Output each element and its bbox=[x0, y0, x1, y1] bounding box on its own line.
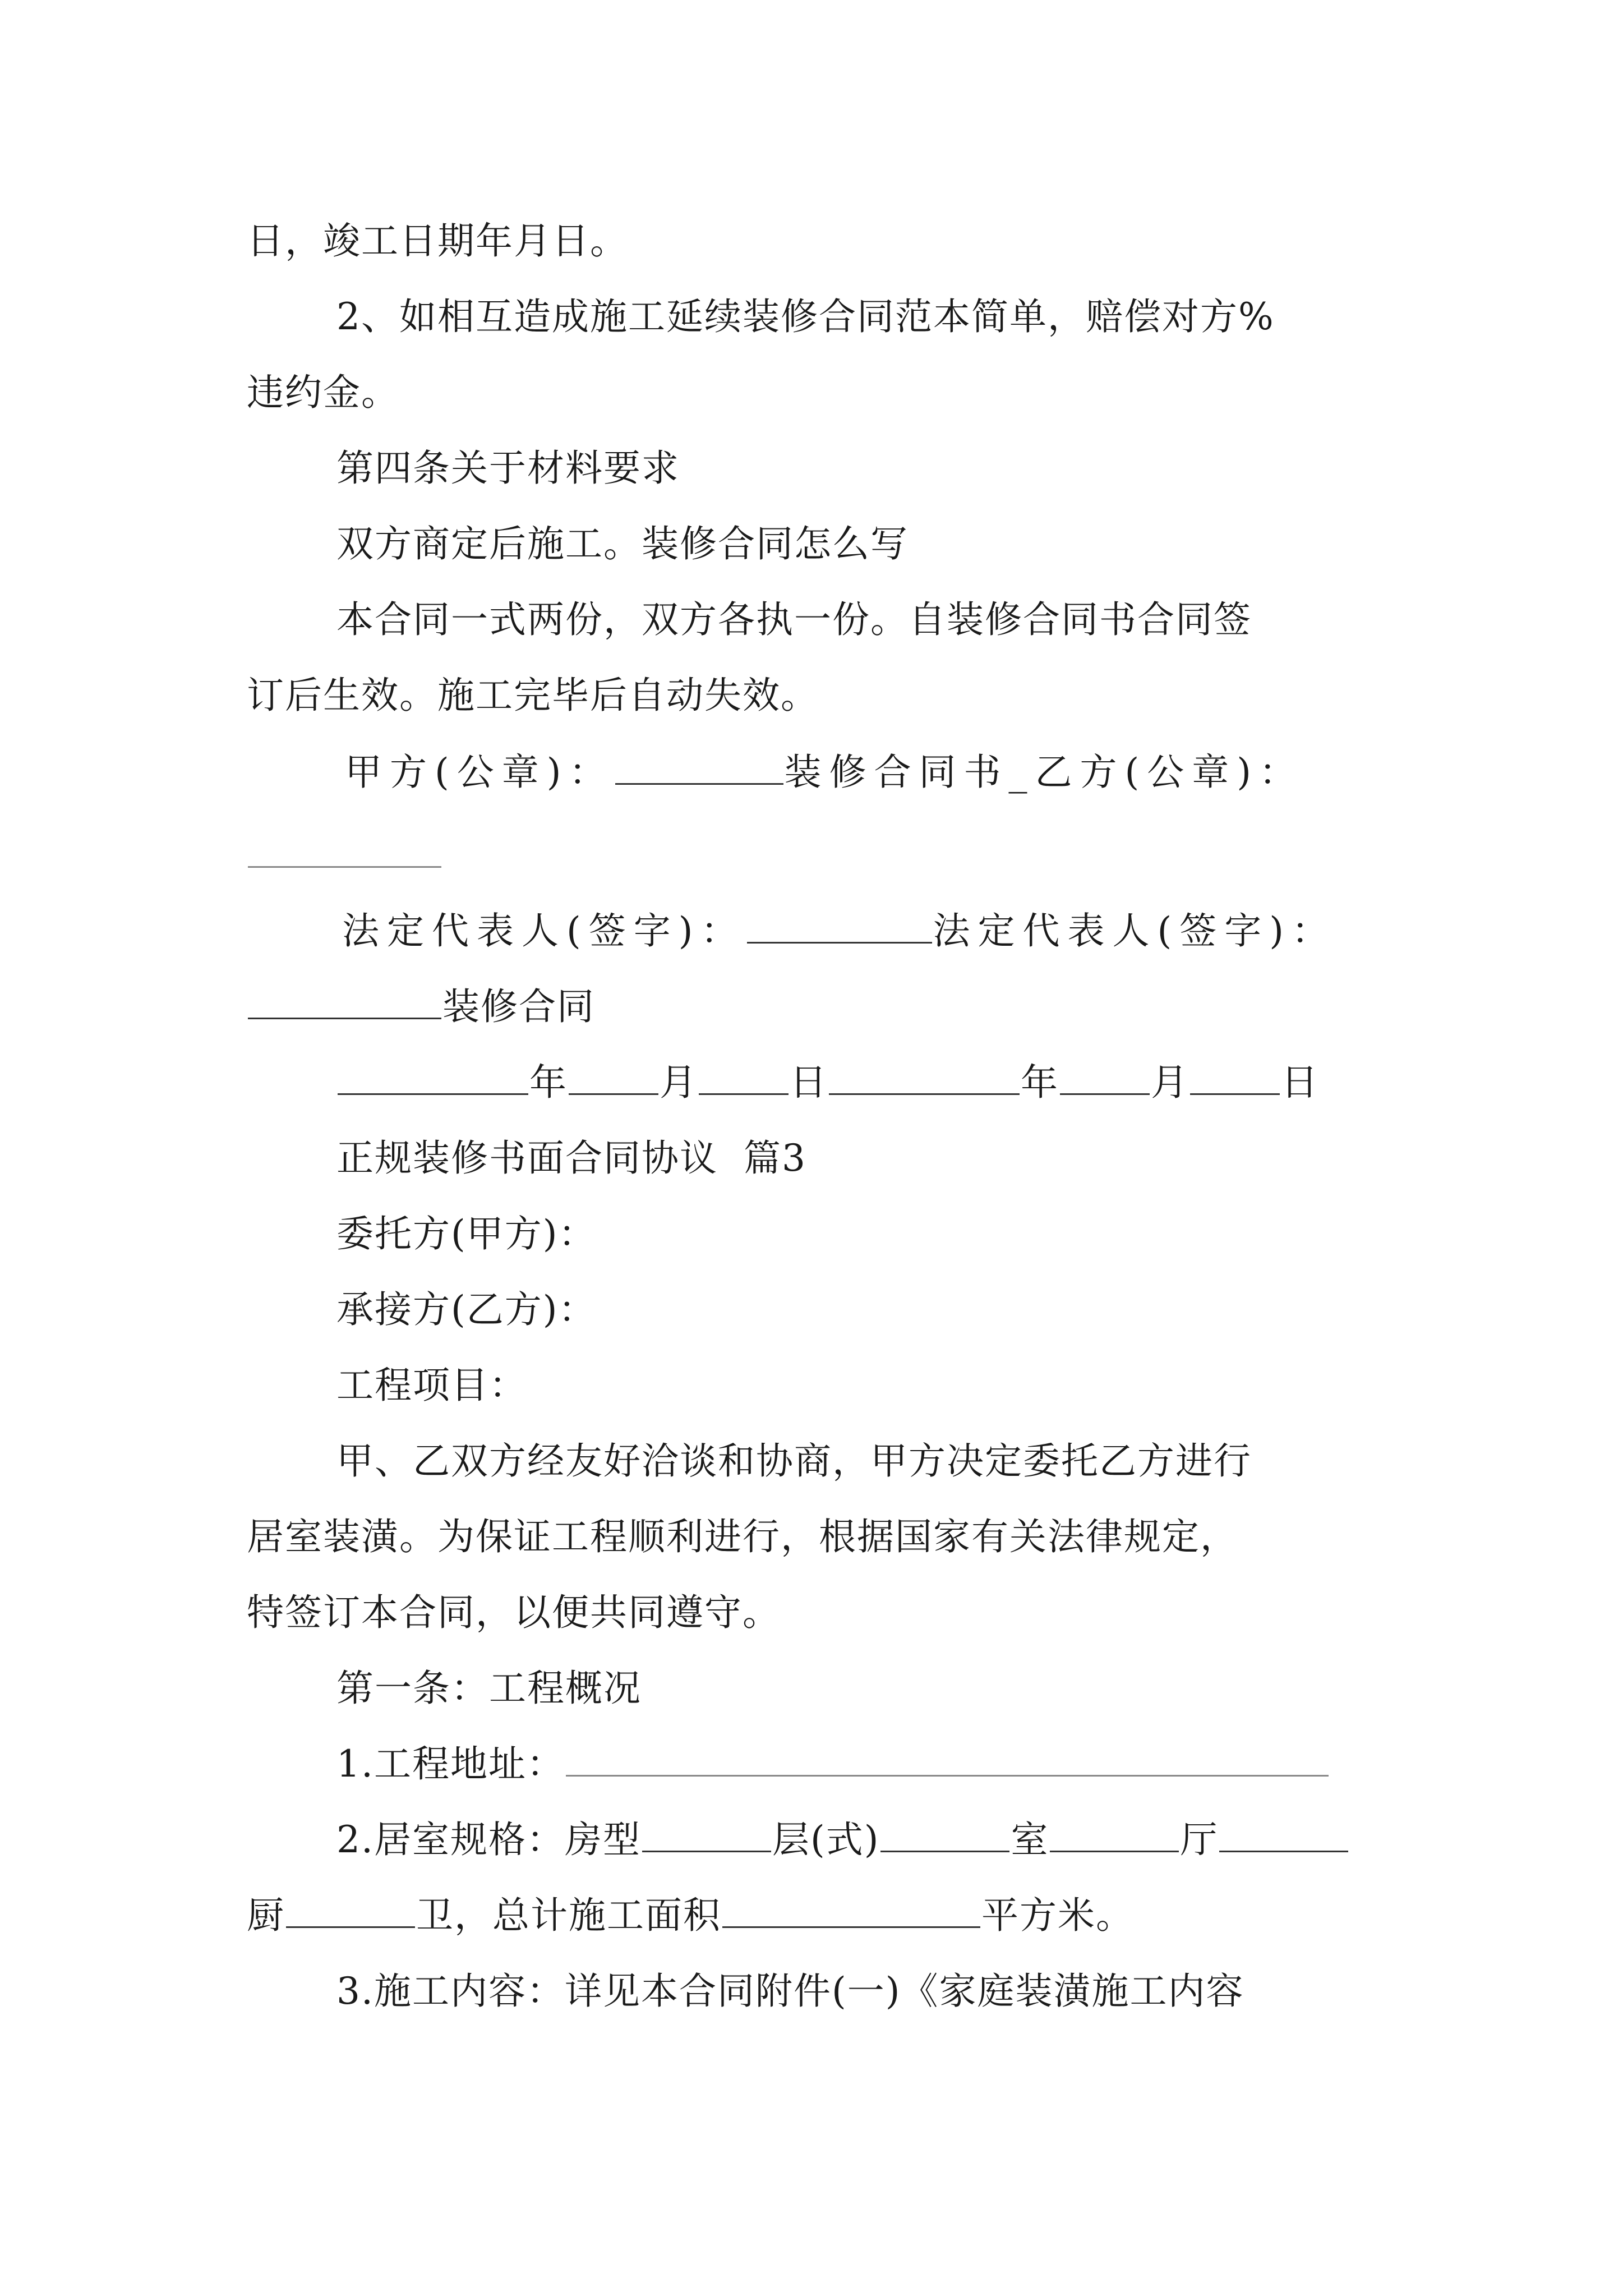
legal-representative-line bbox=[342, 900, 1336, 962]
blank-field bbox=[338, 1061, 528, 1095]
room-spec-label: 2.居室规格：房型 bbox=[336, 1818, 641, 1861]
party-b-seal-label: 装修合同书_乙方(公章)： bbox=[784, 751, 1304, 794]
text-line: 违约金。 bbox=[247, 371, 399, 414]
blank-field bbox=[286, 1894, 415, 1928]
date-day-label: 日 bbox=[1281, 1061, 1319, 1104]
text-fragment: 室 bbox=[1011, 1818, 1049, 1861]
blank-field bbox=[699, 1061, 789, 1095]
blank-field bbox=[1219, 1818, 1348, 1852]
section-heading: 第一条：工程概况 bbox=[336, 1667, 642, 1710]
client-party-label: 委托方(甲方)： bbox=[336, 1212, 597, 1255]
document-section-title: 正规装修书面合同协议 篇3 bbox=[336, 1137, 806, 1180]
text-fragment: 平方米。 bbox=[981, 1894, 1134, 1937]
date-month-label: 月 bbox=[1151, 1061, 1189, 1104]
date-line bbox=[336, 1052, 1319, 1114]
blank-field bbox=[880, 1818, 1009, 1852]
text-line: 订后生效。施工完毕后自动失效。 bbox=[247, 674, 819, 717]
text-line: 甲、乙双方经友好洽谈和协商，甲方决定委托乙方进行 bbox=[336, 1439, 1252, 1483]
project-address-line bbox=[336, 1733, 1330, 1795]
blank-field bbox=[829, 1061, 1020, 1095]
date-year-label: 年 bbox=[1021, 1061, 1059, 1104]
blank-field bbox=[566, 1742, 1329, 1777]
project-address-label: 1.工程地址： bbox=[336, 1742, 565, 1786]
blank-field bbox=[248, 834, 441, 868]
legal-rep-b-label: 法定代表人(签字)： bbox=[933, 909, 1336, 953]
contractor-party-label: 承接方(乙方)： bbox=[336, 1288, 597, 1331]
text-line: 居室装潢。为保证工程顺利进行，根据国家有关法律规定， bbox=[247, 1515, 1238, 1558]
room-spec-line bbox=[336, 1809, 1349, 1871]
signature-continuation bbox=[247, 825, 442, 886]
blank-field bbox=[1060, 1061, 1150, 1095]
blank-field bbox=[722, 1894, 980, 1928]
text-line: 日，竣工日期年月日。 bbox=[247, 219, 628, 263]
text-fragment: 厅 bbox=[1180, 1818, 1219, 1861]
text-fragment: 层(式) bbox=[772, 1818, 880, 1861]
blank-field bbox=[747, 909, 932, 944]
blank-field bbox=[1190, 1061, 1280, 1095]
blank-field bbox=[248, 985, 441, 1019]
text-fragment: 厨 bbox=[247, 1894, 285, 1937]
legal-rep-a-label: 法定代表人(签字)： bbox=[342, 909, 746, 953]
signature-line-party-a bbox=[345, 742, 1304, 803]
date-month-label: 月 bbox=[660, 1061, 698, 1104]
text-fragment: 卫，总计施工面积 bbox=[416, 1894, 721, 1937]
blank-field bbox=[642, 1818, 771, 1852]
blank-field bbox=[569, 1061, 658, 1095]
legal-representative-continuation bbox=[247, 976, 595, 1038]
text-line: 3.施工内容：详见本合同附件(一)《家庭装潢施工内容 bbox=[336, 1970, 1244, 2013]
text-line: 本合同一式两份，双方各执一份。自装修合同书合同签 bbox=[336, 598, 1252, 641]
text-line: 特签订本合同，以便共同遵守。 bbox=[247, 1591, 781, 1634]
blank-field bbox=[615, 751, 783, 785]
section-heading: 第四条关于材料要求 bbox=[336, 447, 680, 490]
text-line: 双方商定后施工。装修合同怎么写 bbox=[336, 522, 909, 565]
project-label: 工程项目： bbox=[336, 1364, 527, 1407]
text-line: 2、如相互造成施工延续装修合同范本简单，赔偿对方% bbox=[336, 295, 1275, 338]
date-year-label: 年 bbox=[529, 1061, 568, 1104]
text-fragment: 装修合同 bbox=[442, 985, 595, 1028]
party-a-seal-label: 甲方(公章)： bbox=[345, 751, 614, 794]
date-day-label: 日 bbox=[790, 1061, 828, 1104]
blank-field bbox=[1050, 1818, 1179, 1852]
room-spec-continuation bbox=[247, 1885, 1134, 1947]
